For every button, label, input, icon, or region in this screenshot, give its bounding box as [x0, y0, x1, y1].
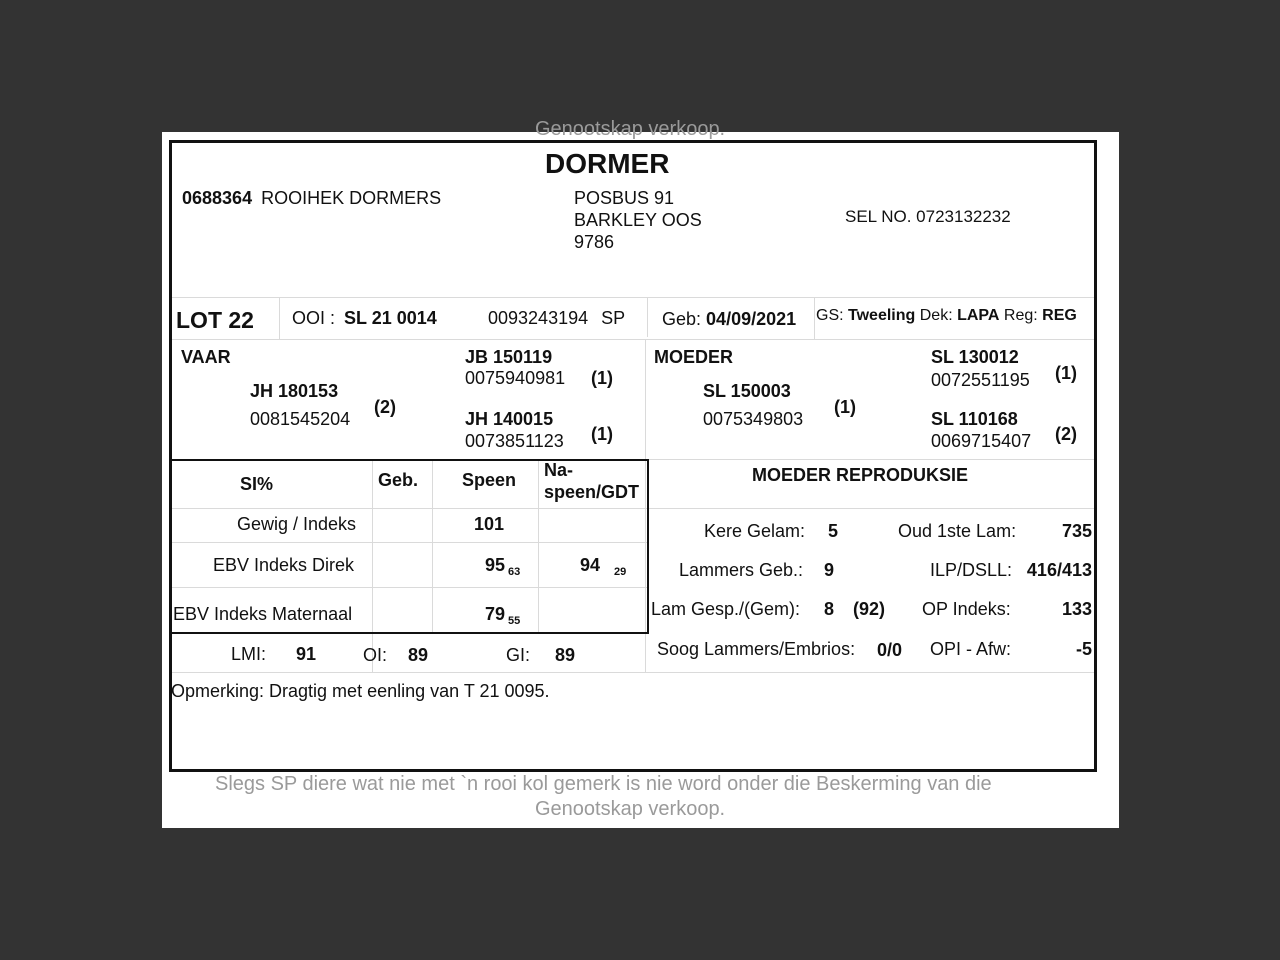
lmi-label: LMI:	[231, 644, 267, 664]
naspeen-value: 94	[580, 555, 601, 575]
speen-accuracy: 55	[508, 615, 521, 627]
lmi-value: 91	[296, 644, 317, 664]
dam-number: 0075349803	[703, 409, 804, 429]
maternal-granddam-mark: (2)	[1055, 424, 1077, 444]
paternal-grandsire-number: 0075940981	[465, 368, 566, 388]
maternal-grandsire-number: 0072551195	[931, 370, 1030, 390]
si-row-naspeen	[580, 555, 626, 578]
kere-value: 5	[828, 521, 839, 541]
oi-label: OI:	[363, 645, 388, 665]
geb-value: 04/09/2021	[706, 309, 797, 329]
remarks: Opmerking: Dragtig met eenling van T 21 0095.	[171, 681, 550, 701]
sire-number: 0081545204	[250, 409, 351, 429]
si-row-speen	[485, 555, 520, 578]
dam-mark: (1)	[834, 397, 856, 417]
card-title: DORMER	[545, 148, 670, 179]
oud-value: 735	[1061, 521, 1092, 541]
paternal-grandsire-mark: (1)	[591, 368, 613, 388]
maternal-granddam-id: SL 110168	[931, 409, 1018, 429]
paternal-grandsire-id: JB 150119	[465, 347, 553, 367]
footer-line-2: Genootskap verkoop.	[535, 798, 726, 820]
soog-value: 0/0	[877, 640, 903, 660]
reg-value: REG	[1042, 307, 1077, 324]
address-line-1: POSBUS 91	[574, 188, 675, 208]
ilp-label: ILP/DSLL:	[930, 560, 1013, 580]
naspeen-header-2: speen/GDT	[544, 482, 640, 502]
lot-card	[162, 118, 1119, 828]
lot-class: SP	[601, 308, 626, 328]
address-line-3: 9786	[574, 232, 615, 252]
paternal-granddam-id: JH 140015	[465, 409, 554, 429]
si-header: SI%	[240, 474, 274, 494]
reproduction-title: MOEDER REPRODUKSIE	[752, 465, 969, 485]
gesp-gem-value: (92)	[853, 599, 886, 619]
maternal-grandsire-mark: (1)	[1055, 363, 1077, 383]
speen-value: 95	[485, 555, 506, 575]
speen-value: 79	[485, 604, 506, 624]
oud-label: Oud 1ste Lam:	[898, 521, 1017, 541]
owner	[182, 188, 441, 209]
ooi-value: SL 21 0014	[344, 308, 437, 328]
vaar-label: VAAR	[181, 347, 231, 367]
gesp-label: Lam Gesp./(Gem):	[651, 599, 801, 619]
geb-label: Geb:	[662, 309, 702, 329]
lammers-label: Lammers Geb.:	[679, 560, 804, 580]
dek-label: Dek:	[919, 307, 953, 324]
si-row-label: EBV Indeks Direk	[213, 555, 355, 575]
footer-line-1: Slegs SP diere wat nie met `n rooi kol gemerk is nie word onder die Beskerming van die	[215, 773, 992, 795]
soog-label: Soog Lammers/Embrios:	[657, 639, 856, 659]
naspeen-header-1: Na-	[544, 460, 574, 480]
ooi-id	[292, 308, 437, 329]
geb-header: Geb.	[378, 470, 419, 490]
dek-value: LAPA	[957, 307, 1000, 324]
opi-label: OPI - Afw:	[930, 639, 1012, 659]
speen-accuracy: 63	[508, 566, 521, 578]
sire-id: JH 180153	[250, 381, 339, 401]
op-label: OP Indeks:	[922, 599, 1011, 619]
ooi-label: OOI :	[292, 308, 336, 328]
top-cut-text: Genootskap verkoop.	[535, 118, 726, 140]
naspeen-accuracy: 29	[614, 566, 627, 578]
registration-number	[488, 308, 625, 329]
maternal-grandsire-id: SL 130012	[931, 347, 1019, 367]
paternal-granddam-mark: (1)	[591, 424, 613, 444]
owner-code: 0688364	[182, 188, 253, 208]
gs-dek-reg	[816, 307, 1077, 325]
gesp-value: 8	[824, 599, 835, 619]
si-row-label: EBV Indeks Maternaal	[173, 604, 353, 624]
oi-value: 89	[408, 645, 429, 665]
ilp-value: 416/413	[1026, 560, 1092, 580]
gi-label: GI:	[506, 645, 531, 665]
sire-mark: (2)	[374, 397, 396, 417]
opi-value: -5	[1075, 639, 1092, 659]
dam-id: SL 150003	[703, 381, 791, 401]
lammers-value: 9	[824, 560, 835, 580]
si-row-speen	[485, 604, 520, 627]
paternal-granddam-number: 0073851123	[465, 431, 564, 451]
si-row-speen: 101	[474, 514, 505, 534]
birth-date	[662, 309, 796, 330]
maternal-granddam-number: 0069715407	[931, 431, 1032, 451]
gs-value: Tweeling	[848, 307, 916, 324]
moeder-label: MOEDER	[654, 347, 734, 367]
phone-number: SEL NO. 0723132232	[845, 207, 1011, 226]
lot-reg-number: 0093243194	[488, 308, 589, 328]
card-frame	[169, 140, 1097, 772]
lot-number: LOT 22	[176, 307, 254, 333]
op-value: 133	[1061, 599, 1092, 619]
gi-value: 89	[555, 645, 576, 665]
owner-name: ROOIHEK DORMERS	[261, 188, 442, 208]
gs-label: GS:	[816, 307, 844, 324]
kere-label: Kere Gelam:	[704, 521, 806, 541]
address-line-2: BARKLEY OOS	[574, 210, 702, 230]
si-row-label: Gewig / Indeks	[237, 514, 357, 534]
speen-header: Speen	[462, 470, 517, 490]
reg-label: Reg:	[1003, 307, 1038, 324]
